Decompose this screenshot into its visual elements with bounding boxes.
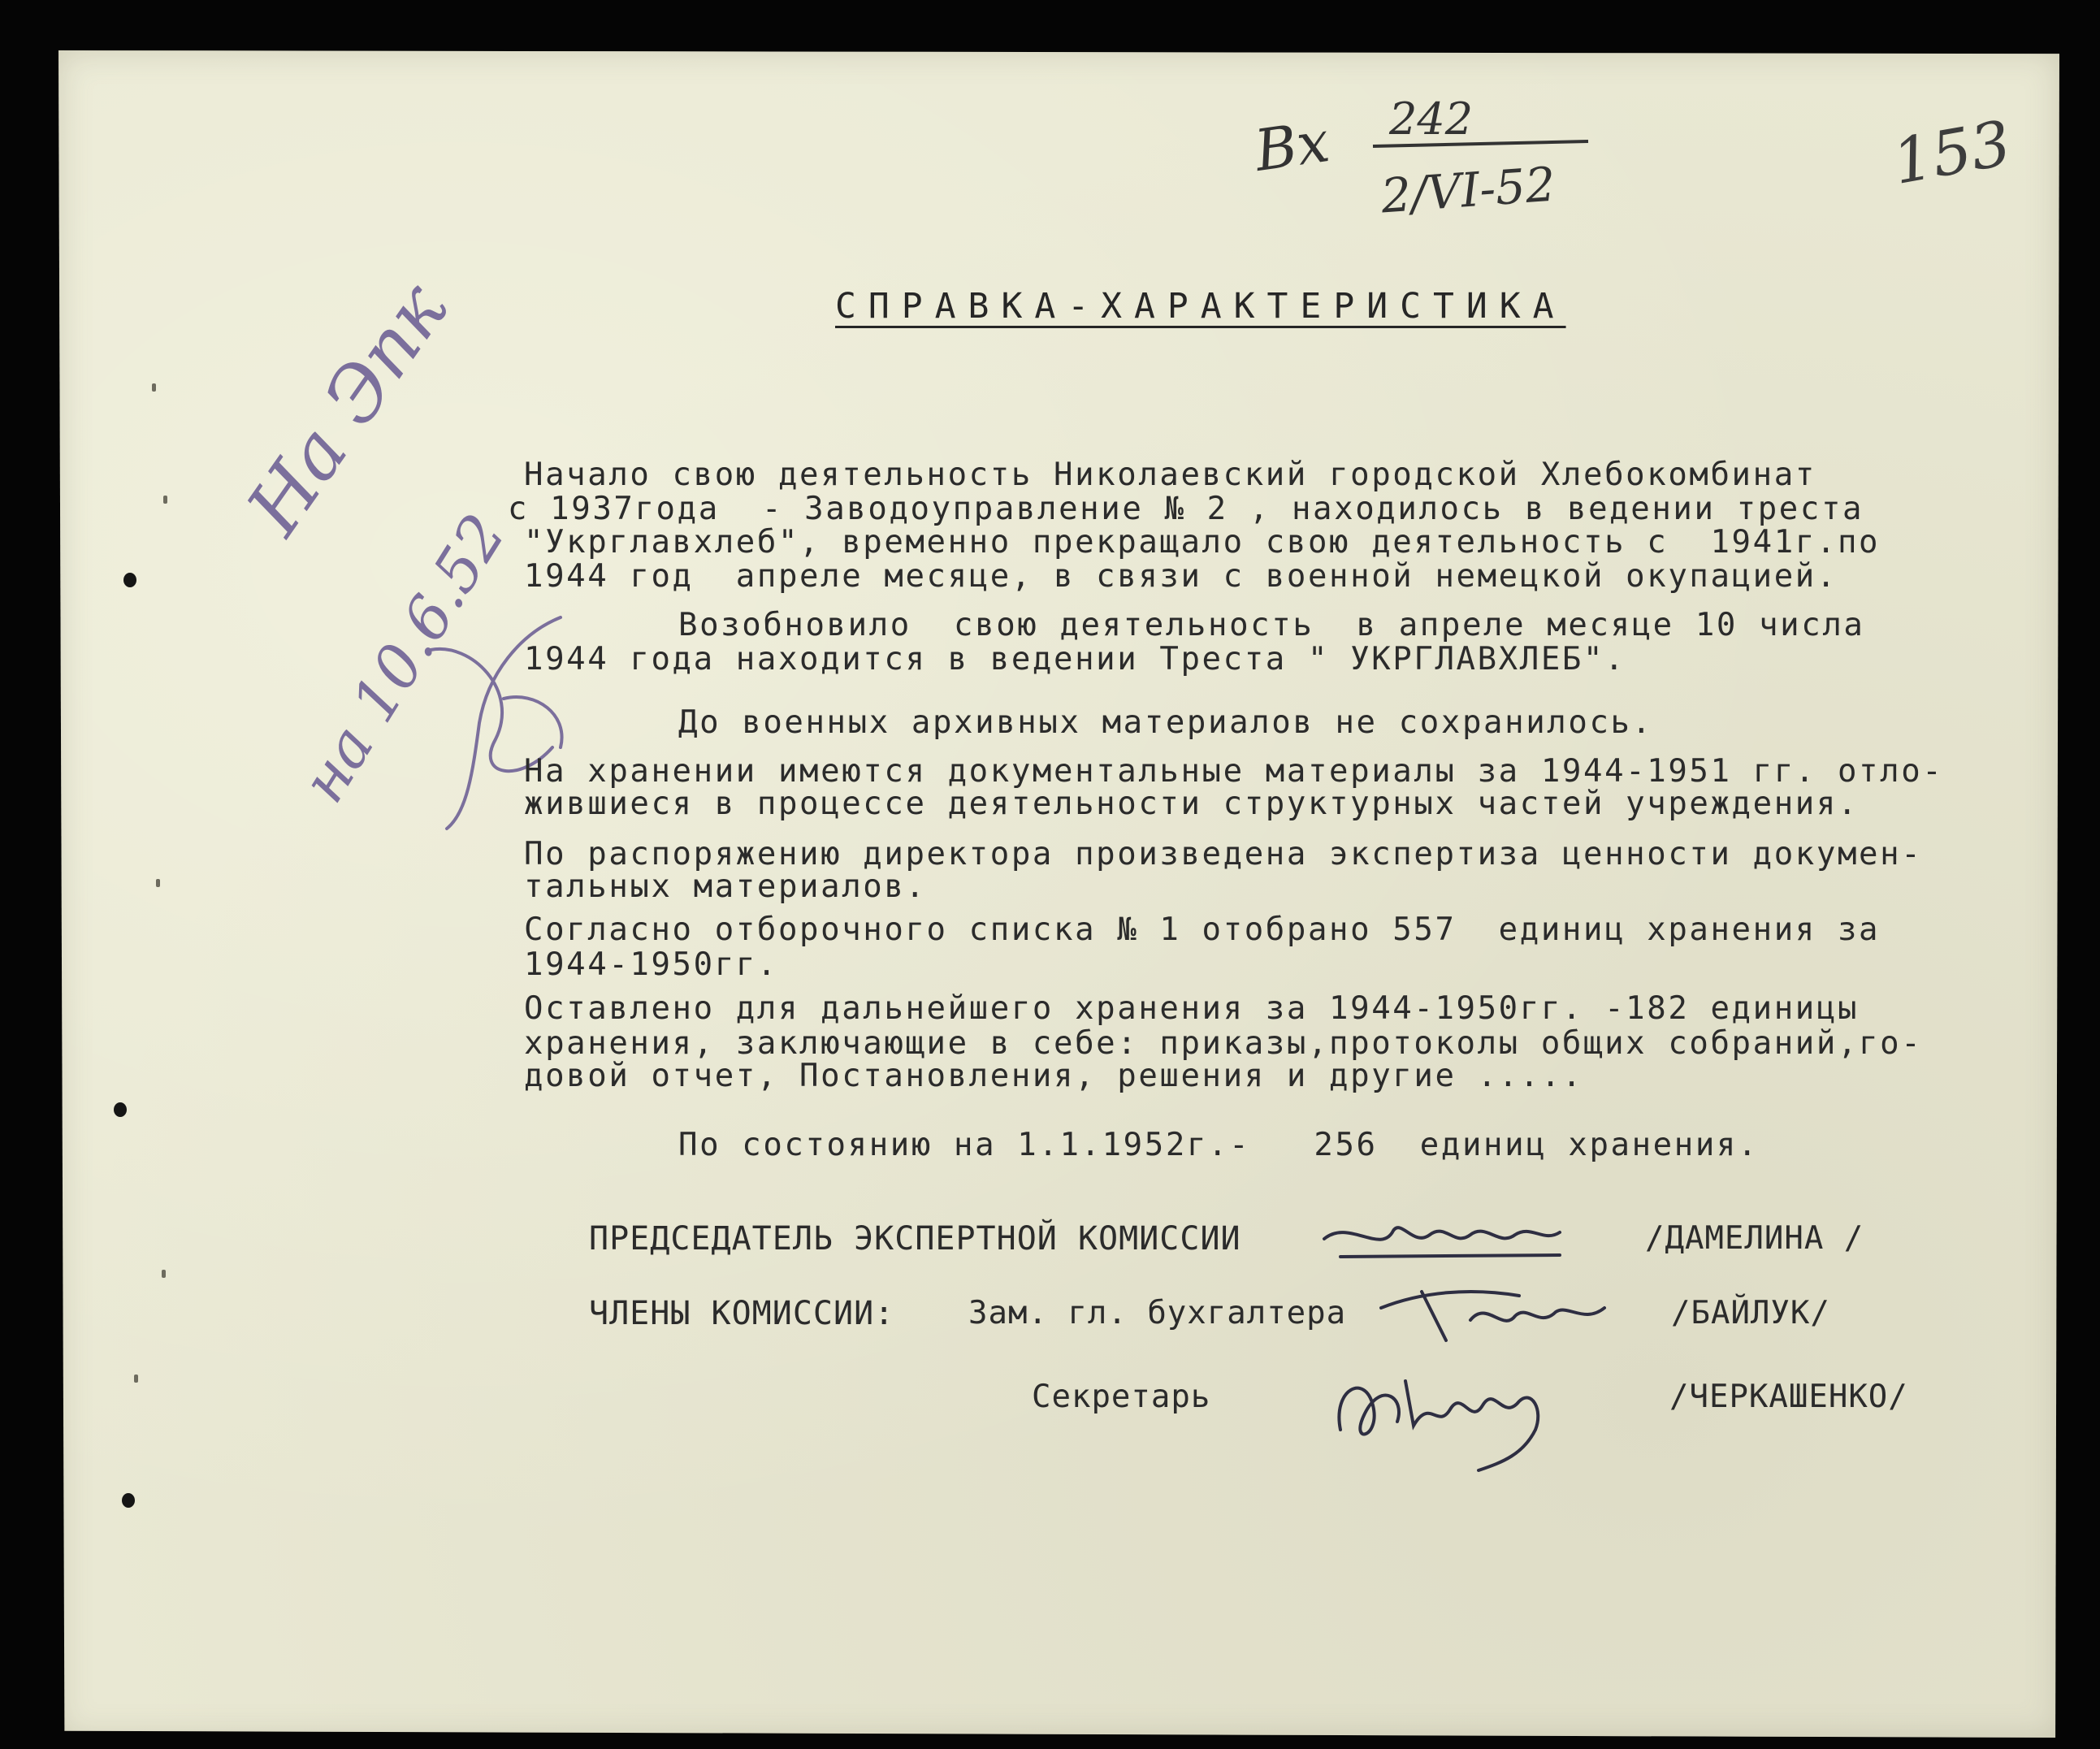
paragraph-7-line-3: довой отчет, Постановления, решения и другие ..... bbox=[524, 1058, 1583, 1094]
member2-name: /ЧЕРКАШЕНКО/ bbox=[1669, 1379, 1908, 1415]
paragraph-2-line-1: Возобновило свою деятельность в апреле месяце 10 числа bbox=[678, 607, 1865, 643]
margin-note-line2: на 10.6.52 bbox=[288, 502, 520, 815]
binder-hole bbox=[122, 1493, 135, 1508]
paragraph-7-line-2: хранения, заключающие в себе: приказы,протоколы общих собраний,го- bbox=[524, 1025, 1923, 1062]
paragraph-5-line-1: По распоряжению директора произведена экспертиза ценности докумен- bbox=[524, 836, 1923, 872]
incoming-prefix: Вх bbox=[1250, 108, 1334, 184]
incoming-number: 242 bbox=[1389, 93, 1474, 145]
chair-name: /ДАМЕЛИНА / bbox=[1645, 1220, 1864, 1257]
chair-signature bbox=[1316, 1198, 1568, 1271]
sheet-number: 153 bbox=[1887, 106, 2016, 198]
paper-mark bbox=[162, 1270, 166, 1278]
chair-title: ПРЕДСЕДАТЕЛЬ ЭКСПЕРТНОЙ КОМИССИИ bbox=[589, 1220, 1241, 1258]
member2-signature bbox=[1316, 1332, 1560, 1487]
margin-note-line1: На Эпк bbox=[230, 267, 465, 550]
paragraph-3: До военных архивных материалов не сохранилось. bbox=[678, 704, 1653, 741]
paragraph-7-line-1: Оставлено для дальнейшего хранения за 1944-1950гг. -182 единицы bbox=[524, 990, 1860, 1027]
member1-name: /БАЙЛУК/ bbox=[1671, 1295, 1830, 1331]
paragraph-5-line-2: тальных материалов. bbox=[524, 868, 927, 905]
members-label: ЧЛЕНЫ КОМИССИИ: bbox=[589, 1295, 895, 1332]
paragraph-1-line-1: Начало свою деятельность Николаевский городской Хлебокомбинат bbox=[524, 457, 1816, 493]
paper-mark bbox=[152, 383, 156, 392]
binder-hole bbox=[123, 573, 136, 587]
paragraph-4-line-2: жившиеся в процессе деятельности структурных частей учреждения. bbox=[524, 786, 1860, 822]
paragraph-8: По состоянию на 1.1.1952г.- 256 единиц хранения. bbox=[678, 1127, 1760, 1163]
paper-mark bbox=[134, 1375, 138, 1383]
paragraph-1-line-3: "Укрглавхлеб", временно прекращало свою деятельность с 1941г.по bbox=[524, 524, 1881, 561]
paragraph-2-line-2: 1944 года находится в ведении Треста " УКРГЛАВХЛЕБ". bbox=[524, 641, 1626, 678]
paragraph-1-line-2: с 1937года - Заводоуправление № 2 , находилось в ведении треста bbox=[508, 491, 1864, 527]
member1-role: Зам. гл. бухгалтера bbox=[968, 1295, 1347, 1331]
document-title: СПРАВКА-ХАРАКТЕРИСТИКА bbox=[835, 286, 1566, 327]
paragraph-6-line-1: Согласно отборочного списка № 1 отобрано 557 единиц хранения за bbox=[524, 911, 1881, 948]
incoming-date: 2/VI-52 bbox=[1379, 156, 1557, 224]
fraction-line bbox=[1369, 136, 1596, 153]
paragraph-6-line-2: 1944-1950гг. bbox=[524, 946, 778, 983]
member2-role: Секретарь bbox=[1032, 1379, 1211, 1415]
paragraph-4-line-1: На хранении имеются документальные материалы за 1944-1951 гг. отло- bbox=[524, 753, 1944, 790]
paper-mark bbox=[163, 496, 167, 504]
paper-mark bbox=[156, 879, 160, 887]
paragraph-1-line-4: 1944 год апреле месяце, в связи с военной немецкой окупацией. bbox=[524, 558, 1838, 595]
binder-hole bbox=[114, 1102, 127, 1117]
